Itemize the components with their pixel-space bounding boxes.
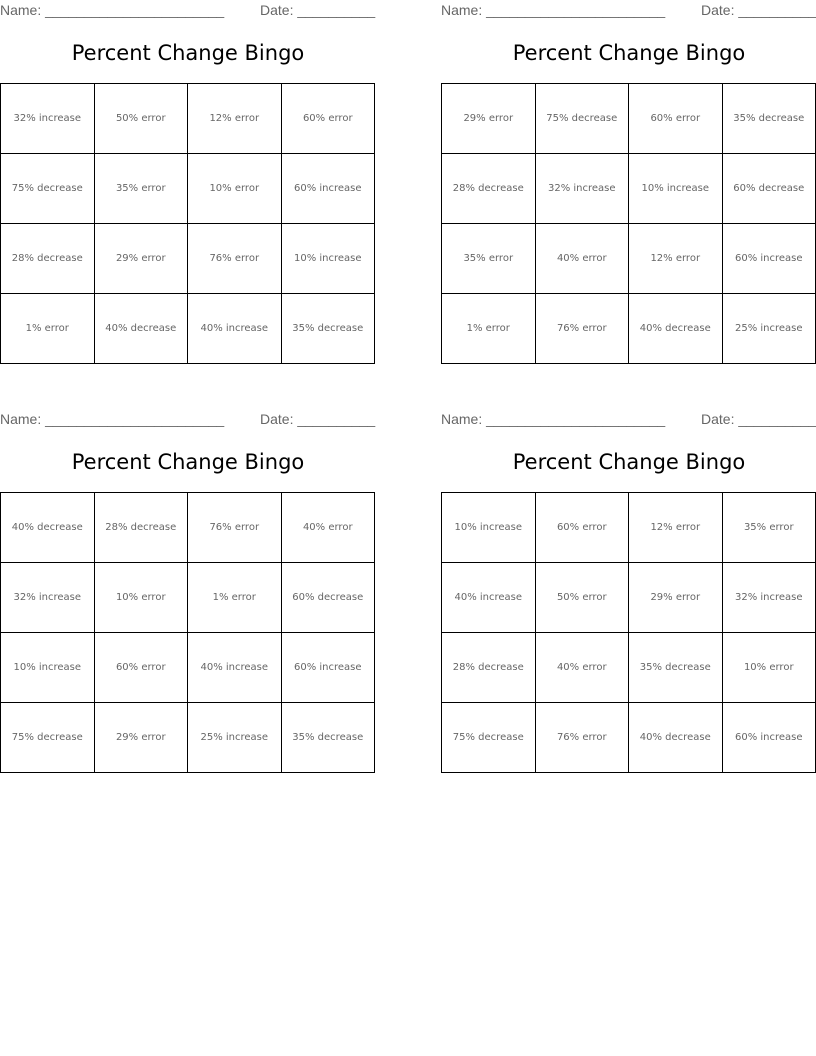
name-field: Name: _______________________ — [0, 2, 225, 18]
card-title: Percent Change Bingo — [71, 41, 305, 65]
bingo-cell: 35% decrease — [629, 633, 723, 703]
bingo-row — [1, 294, 375, 364]
card-header — [441, 2, 816, 20]
bingo-cell: 40% error — [535, 224, 629, 294]
bingo-cell: 32% increase — [722, 563, 816, 633]
bingo-row — [442, 493, 816, 563]
card-title: Percent Change Bingo — [512, 41, 746, 65]
bingo-cell: 76% error — [188, 493, 282, 563]
bingo-cell: 28% decrease — [94, 493, 188, 563]
bingo-cell: 29% error — [94, 703, 188, 773]
bingo-cell: 60% decrease — [722, 154, 816, 224]
bingo-cell: 40% error — [281, 493, 375, 563]
bingo-cell: 29% error — [629, 563, 723, 633]
bingo-cell: 28% decrease — [442, 633, 536, 703]
bingo-cell: 60% increase — [281, 154, 375, 224]
bingo-cell: 40% increase — [188, 294, 282, 364]
bingo-cell: 76% error — [535, 294, 629, 364]
bingo-cell: 10% error — [722, 633, 816, 703]
card-title: Percent Change Bingo — [71, 450, 305, 474]
bingo-cell: 75% decrease — [535, 84, 629, 154]
date-field: Date: __________ — [260, 2, 376, 18]
bingo-cell: 10% error — [188, 154, 282, 224]
bingo-cell: 60% increase — [281, 633, 375, 703]
bingo-cell: 76% error — [188, 224, 282, 294]
bingo-row — [1, 154, 375, 224]
bingo-cell: 60% increase — [722, 703, 816, 773]
bingo-cell: 32% increase — [1, 563, 95, 633]
bingo-cell: 1% error — [442, 294, 536, 364]
bingo-cell: 29% error — [94, 224, 188, 294]
bingo-row — [1, 493, 375, 563]
bingo-row — [442, 633, 816, 703]
name-field: Name: _______________________ — [441, 411, 666, 427]
bingo-cell: 75% decrease — [1, 703, 95, 773]
bingo-grid — [0, 83, 375, 364]
bingo-cell: 10% increase — [281, 224, 375, 294]
name-field: Name: _______________________ — [0, 411, 225, 427]
date-field: Date: __________ — [701, 2, 816, 18]
bingo-cell: 60% increase — [722, 224, 816, 294]
bingo-cell: 75% decrease — [1, 154, 95, 224]
bingo-cell: 35% decrease — [281, 703, 375, 773]
bingo-cell: 40% decrease — [94, 294, 188, 364]
bingo-cell: 35% error — [94, 154, 188, 224]
bingo-row — [442, 703, 816, 773]
bingo-row — [1, 633, 375, 703]
bingo-cell: 60% error — [629, 84, 723, 154]
bingo-row — [442, 154, 816, 224]
bingo-row — [1, 703, 375, 773]
bingo-row — [442, 224, 816, 294]
date-field: Date: __________ — [701, 411, 816, 427]
name-field: Name: _______________________ — [441, 2, 666, 18]
card-title: Percent Change Bingo — [512, 450, 746, 474]
bingo-cell: 28% decrease — [1, 224, 95, 294]
bingo-row — [442, 84, 816, 154]
bingo-row — [442, 563, 816, 633]
bingo-cell: 12% error — [629, 224, 723, 294]
bingo-cell: 75% decrease — [442, 703, 536, 773]
bingo-cell: 40% decrease — [629, 703, 723, 773]
bingo-cell: 28% decrease — [442, 154, 536, 224]
bingo-cell: 1% error — [188, 563, 282, 633]
card-header — [441, 411, 816, 429]
bingo-cell: 50% error — [535, 563, 629, 633]
bingo-cell: 25% increase — [188, 703, 282, 773]
bingo-cell: 10% increase — [629, 154, 723, 224]
bingo-cell: 10% increase — [1, 633, 95, 703]
bingo-cell: 40% decrease — [629, 294, 723, 364]
bingo-cell: 35% decrease — [281, 294, 375, 364]
bingo-cell: 1% error — [1, 294, 95, 364]
bingo-row — [1, 84, 375, 154]
bingo-cell: 29% error — [442, 84, 536, 154]
bingo-cell: 40% increase — [188, 633, 282, 703]
bingo-cell: 35% error — [442, 224, 536, 294]
bingo-cell: 32% increase — [1, 84, 95, 154]
bingo-cell: 60% decrease — [281, 563, 375, 633]
bingo-row — [442, 294, 816, 364]
bingo-cell: 60% error — [281, 84, 375, 154]
bingo-grid — [441, 492, 816, 773]
bingo-cell: 10% error — [94, 563, 188, 633]
bingo-cell: 50% error — [94, 84, 188, 154]
bingo-cell: 76% error — [535, 703, 629, 773]
bingo-cell: 35% error — [722, 493, 816, 563]
bingo-cell: 40% decrease — [1, 493, 95, 563]
bingo-cell: 12% error — [629, 493, 723, 563]
bingo-cell: 32% increase — [535, 154, 629, 224]
card-header — [0, 2, 376, 20]
bingo-grid — [441, 83, 816, 364]
bingo-row — [1, 224, 375, 294]
bingo-cell: 12% error — [188, 84, 282, 154]
bingo-grid — [0, 492, 375, 773]
bingo-cell: 40% increase — [442, 563, 536, 633]
bingo-cell: 60% error — [535, 493, 629, 563]
bingo-cell: 35% decrease — [722, 84, 816, 154]
bingo-cell: 60% error — [94, 633, 188, 703]
card-header — [0, 411, 376, 429]
bingo-cell: 40% error — [535, 633, 629, 703]
bingo-cell: 25% increase — [722, 294, 816, 364]
date-field: Date: __________ — [260, 411, 376, 427]
bingo-cell: 10% increase — [442, 493, 536, 563]
bingo-row — [1, 563, 375, 633]
